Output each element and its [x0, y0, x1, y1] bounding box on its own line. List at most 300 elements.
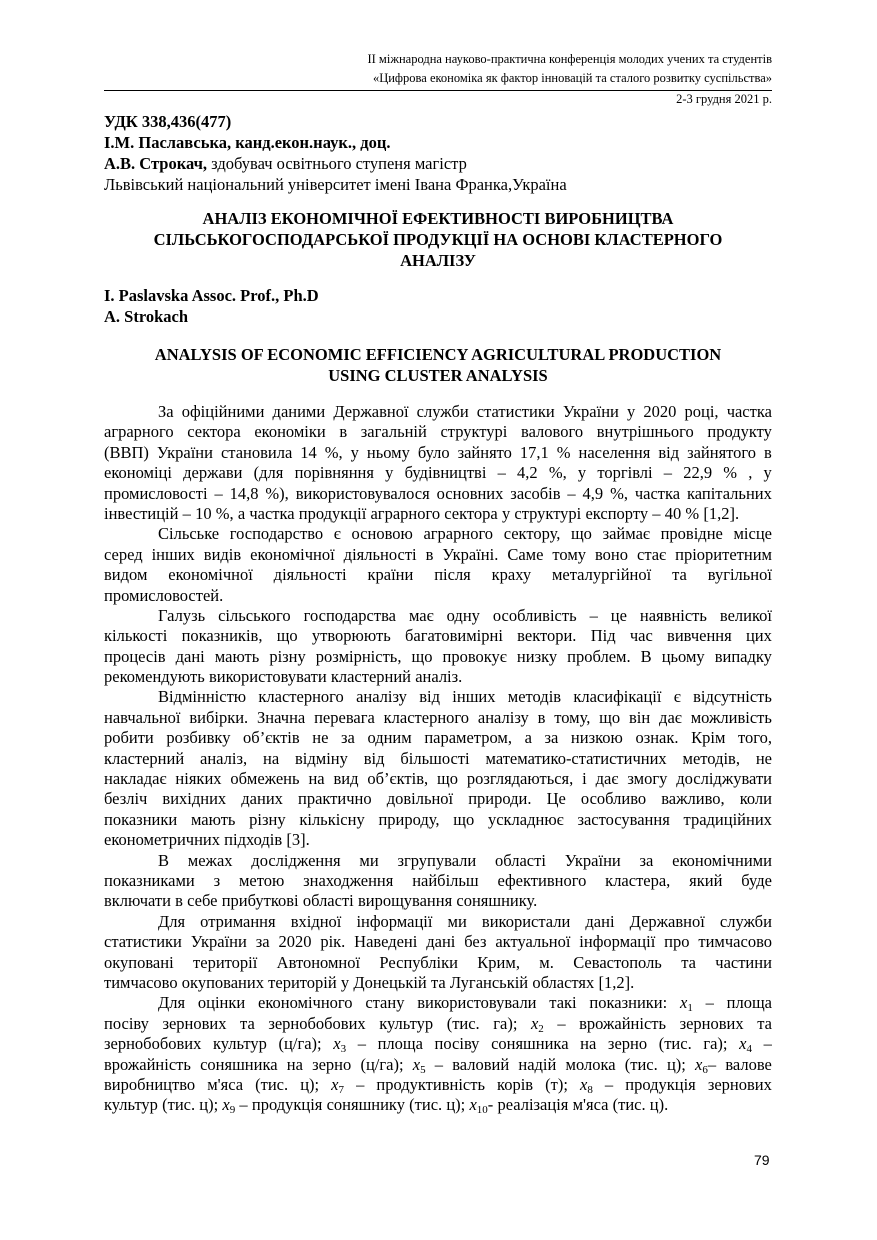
word: 4,2 [517, 463, 538, 483]
page-number: 79 [754, 1152, 770, 1168]
word: (тис. [446, 1013, 480, 1033]
word: Крим, [477, 952, 520, 972]
word: використали [481, 911, 571, 931]
word: а [237, 503, 246, 523]
article-meta [104, 111, 567, 195]
word: культур [212, 1034, 267, 1054]
word: 2020 [643, 402, 677, 421]
word: в [339, 422, 348, 442]
word: випадку [714, 646, 772, 666]
word: посіву [104, 1013, 149, 1033]
word: вивчення [667, 626, 732, 646]
word: використовувалося [295, 483, 430, 503]
word: % [556, 442, 571, 462]
body-line [104, 871, 772, 891]
word: від [419, 687, 440, 707]
word: держави [183, 463, 243, 483]
word: інших [452, 687, 496, 707]
word: продукції [298, 503, 367, 523]
word: змогу [627, 769, 668, 789]
word: 4,9 [582, 483, 604, 503]
word: найбільш [412, 870, 479, 890]
word: видом [104, 565, 148, 585]
word: підходів [224, 830, 283, 850]
word: $x_5$ [412, 1054, 426, 1076]
word: пріоритетним [675, 544, 772, 564]
body-line [104, 1095, 772, 1115]
word: %, [215, 503, 234, 523]
word: інвестицій [104, 503, 179, 523]
word: цих [745, 626, 772, 646]
word: зернових [162, 1013, 227, 1033]
word: показниками [104, 870, 195, 890]
word: економічного [258, 993, 353, 1013]
word: частка [726, 402, 772, 421]
word: цьому [661, 646, 705, 666]
word: ми [447, 911, 467, 931]
word: на [580, 1034, 597, 1054]
word: від [658, 442, 680, 462]
word: частка [249, 503, 295, 523]
body-line [104, 912, 772, 932]
word: Донецькій [353, 972, 427, 992]
word: Крім [691, 728, 726, 748]
body-line [104, 708, 772, 728]
word: м. [539, 952, 554, 972]
word: Севастополь [573, 952, 662, 972]
word: за [341, 728, 355, 748]
word: робити [104, 728, 154, 748]
word: – [356, 1074, 365, 1094]
word: зайнято [457, 442, 512, 462]
word: одним [367, 728, 412, 748]
word: та [430, 972, 446, 992]
word: багатовимірні [404, 626, 503, 646]
body-line [104, 402, 772, 422]
word: промисловості [104, 483, 208, 503]
word: математико-статистичних [485, 748, 667, 768]
word: га); [493, 1013, 518, 1033]
word: корів [497, 1074, 534, 1094]
word: економіки [254, 422, 326, 442]
word: (тис. [255, 1074, 289, 1094]
word: перевага [314, 707, 375, 727]
word: %, [324, 442, 343, 462]
word: 14 [300, 442, 317, 462]
word: в [537, 707, 546, 727]
title-uk-line: АНАЛІЗУ [400, 251, 476, 270]
body-line [104, 565, 772, 585]
body-line [104, 422, 772, 442]
word: більшості [400, 748, 470, 768]
word: – [182, 503, 191, 523]
body-line [104, 749, 772, 769]
word: за [639, 850, 654, 870]
word: який [689, 870, 723, 890]
word: місце [733, 524, 772, 544]
word: Для [158, 993, 186, 1013]
word: Саме [507, 544, 544, 564]
word: соняшнику. [456, 891, 538, 911]
word: економетричних [104, 830, 220, 850]
body-line [104, 1034, 772, 1054]
word: м'яса [207, 1074, 244, 1094]
word: традиційних [683, 809, 772, 829]
word: розмірність, [315, 646, 402, 666]
word: параметром, [424, 728, 512, 748]
word: 17,1 [519, 442, 549, 462]
word: (тис. [409, 1095, 443, 1115]
word: соняшника [200, 1054, 278, 1074]
word: має [408, 605, 434, 625]
word: себе [187, 891, 218, 911]
word: економічними [672, 850, 772, 870]
word: вхідної [290, 911, 342, 931]
author-1: І.М. Паславська, канд.екон.наук., доц. [104, 133, 391, 152]
conference-header [367, 50, 772, 88]
author-2-name: А.В. Строкач, [104, 154, 208, 173]
body-line [104, 810, 772, 830]
word: в [764, 442, 772, 462]
word: (тис. [612, 1095, 646, 1115]
word: в [425, 544, 434, 564]
word: було [417, 442, 450, 462]
word: металургійної [551, 565, 652, 585]
word: України [190, 932, 247, 952]
word: буде [741, 870, 772, 890]
word: кластерний [104, 748, 185, 768]
word: безліч [104, 789, 148, 809]
word: внутрішнього [596, 422, 694, 442]
body-line [104, 687, 772, 707]
word: кластерного [258, 687, 344, 707]
body-line [104, 851, 772, 871]
article-body [104, 402, 772, 1116]
word: області [302, 891, 354, 911]
word: Під [590, 626, 616, 646]
word: $x_{10}-$ [469, 1095, 494, 1117]
body-line [104, 504, 772, 524]
word: видів [203, 544, 242, 564]
word: актуальної [495, 932, 571, 952]
body-line [104, 606, 772, 626]
word: після [434, 565, 471, 585]
word: – [663, 463, 673, 483]
word: %, [548, 463, 567, 483]
word: показники [104, 809, 178, 829]
word: Для [158, 911, 186, 931]
word: дані [175, 646, 205, 666]
word: 40 [664, 503, 682, 523]
word: офіційними [181, 402, 265, 421]
word: тому, [554, 707, 591, 727]
word: України [564, 850, 621, 870]
word: ніяких [175, 769, 222, 789]
word: вирощування [357, 891, 453, 911]
word: [1,2]. [598, 972, 635, 992]
word: вектори. [517, 626, 577, 646]
word: оцінки [197, 993, 246, 1013]
word: території [193, 952, 258, 972]
word: обмежень [230, 769, 300, 789]
word: тимчасово [698, 932, 772, 952]
word: частини [715, 952, 772, 972]
body-line [104, 443, 772, 463]
word: тимчасово [104, 972, 178, 992]
word: $x_2$ [530, 1013, 544, 1035]
word: – [567, 483, 576, 503]
word: аналіз, [200, 748, 248, 768]
word: %), [265, 483, 289, 503]
word: валового [521, 422, 584, 442]
word: відміну [295, 748, 348, 768]
word: ц); [666, 1054, 686, 1074]
word: коли [739, 789, 772, 809]
word: займає [602, 524, 650, 544]
word: та [681, 952, 696, 972]
word: населення [578, 442, 651, 462]
word: стає [637, 544, 667, 564]
word: структурі [440, 422, 508, 442]
word: класифікації [573, 687, 662, 707]
word: В [158, 850, 170, 870]
word: статистики [476, 402, 555, 421]
word: без [464, 932, 487, 952]
body-line [104, 891, 772, 911]
authors-english [104, 285, 319, 327]
word: Україні. [442, 544, 499, 564]
word: методів [507, 687, 562, 707]
word: утворюють [311, 626, 391, 646]
word: тому [552, 544, 587, 564]
word: це [610, 605, 627, 625]
word: становила [220, 442, 293, 462]
body-line [104, 728, 772, 748]
word: господарства [303, 605, 396, 625]
word: вихідних [162, 789, 227, 809]
word: окупованих [181, 972, 264, 992]
word: експорту [585, 503, 649, 523]
word: Автономної [276, 952, 361, 972]
word: низку [516, 646, 558, 666]
word: $x_1$ [679, 993, 693, 1015]
word: статистики [104, 932, 182, 952]
body-line [104, 993, 772, 1013]
word: Державної [629, 911, 705, 931]
word: практично [297, 789, 372, 809]
word: він [628, 707, 651, 727]
body-line [104, 1055, 772, 1075]
body-line [104, 463, 772, 483]
word: дає [659, 707, 682, 727]
word: Державної [333, 402, 409, 421]
body-line [104, 1075, 772, 1095]
word: за [255, 932, 270, 952]
word: окуповані [104, 952, 174, 972]
word: розбивку [166, 728, 231, 748]
word: посіву [434, 1034, 480, 1054]
word: процесів [104, 646, 166, 666]
word: дає [595, 769, 619, 789]
body-line [104, 586, 772, 606]
word: $x_7$ [331, 1074, 344, 1096]
word: того, [738, 728, 772, 748]
word: особливо [580, 789, 647, 809]
word: продукція [251, 1095, 323, 1115]
word: $x_4$ [739, 1034, 752, 1056]
word: Значна [257, 707, 306, 727]
word: – [705, 993, 714, 1013]
word: у [577, 463, 587, 483]
word: різну [269, 646, 306, 666]
word: ц); [300, 1074, 320, 1094]
word: економіці [104, 463, 172, 483]
word: інших [151, 544, 195, 564]
word: площа [377, 1034, 423, 1054]
word: на [262, 748, 280, 768]
word: навчальної [104, 707, 181, 727]
title-uk-line: АНАЛІЗ ЕКОНОМІЧНОЇ ЕФЕКТИВНОСТІ ВИРОБНИЦТВА [202, 209, 674, 228]
word: накладає [104, 769, 167, 789]
word: кількості [104, 626, 168, 646]
word: (тис. [162, 1095, 196, 1115]
word: – [214, 483, 223, 503]
word: – [497, 463, 506, 483]
word: довільної [386, 789, 454, 809]
word: низкою [570, 728, 623, 748]
body-line [104, 830, 772, 850]
word: аналіз. [415, 667, 463, 687]
word: (тис. [624, 1054, 658, 1074]
word: (ц/га); [360, 1054, 404, 1074]
word: 14,8 [229, 483, 259, 503]
word: $x_9$ [222, 1095, 236, 1117]
word: році, [684, 402, 719, 421]
title-en-line: ANALYSIS OF ECONOMIC EFFICIENCY AGRICULTURAL PRODUCTION [154, 345, 722, 364]
word: застосування [577, 809, 670, 829]
word: у [350, 442, 359, 462]
word: наявність [639, 605, 707, 625]
word: згрупували [397, 850, 477, 870]
word: продукція [625, 1074, 696, 1094]
word: методів, [682, 748, 740, 768]
word: надій [518, 1054, 557, 1074]
word: що [437, 769, 458, 789]
word: особливість [492, 605, 577, 625]
word: (для [253, 463, 284, 483]
header-line-2: «Цифрова економіка як фактор інновацій та сталого розвитку суспільства» [372, 71, 772, 85]
word: та [757, 1013, 772, 1033]
word: отримання [200, 911, 276, 931]
word: використовувати [208, 667, 327, 687]
body-line [104, 545, 772, 565]
word: Сільське [158, 524, 220, 544]
word: країни [367, 565, 414, 585]
word: та [240, 1013, 255, 1033]
word: (ВВП) [104, 442, 149, 462]
word: промисловостей. [104, 585, 224, 605]
word: територій [268, 972, 337, 992]
word: провокує [442, 646, 507, 666]
word: – [604, 1074, 614, 1094]
word: воно [595, 544, 629, 564]
word: частка [634, 483, 681, 503]
title-en-line: USING CLUSTER ANALYSIS [328, 366, 548, 385]
word: сектора [444, 503, 498, 523]
word: основних [436, 483, 504, 503]
word: валовий [452, 1054, 510, 1074]
word: виробництво [104, 1074, 196, 1094]
word: рекомендують [104, 667, 205, 687]
word: що [453, 809, 475, 829]
word: а [524, 728, 532, 748]
word: – [652, 503, 661, 523]
body-line [104, 647, 772, 667]
word: великої [719, 605, 772, 625]
word: продуктивність [376, 1074, 485, 1094]
word: межах [187, 850, 233, 870]
word: що [276, 626, 298, 646]
word: дані [426, 932, 456, 952]
word: на [286, 1054, 303, 1074]
word: [1,2]. [703, 503, 740, 523]
word: прибуткові [221, 891, 299, 911]
word: зерно [312, 1054, 352, 1074]
author-en-1: I. Paslavska Assoc. Prof., Ph.D [104, 286, 319, 305]
word: – [763, 1034, 772, 1054]
word: у [627, 402, 636, 421]
word: культур [379, 1013, 434, 1033]
word: сільського [218, 605, 291, 625]
word: – [239, 1095, 248, 1115]
word: (т); [545, 1074, 568, 1094]
body-line [104, 789, 772, 809]
word: 2020 [278, 932, 312, 952]
word: економічної [168, 565, 253, 585]
word: служби [719, 911, 772, 931]
body-line [104, 524, 772, 544]
word: Це [546, 789, 566, 809]
body-line [104, 626, 772, 646]
word: метою [238, 870, 285, 890]
word: діяльності [273, 565, 347, 585]
word: ньому [366, 442, 410, 462]
word: Республіки [379, 952, 458, 972]
word: об’єктів, [367, 769, 429, 789]
word: у [340, 972, 350, 992]
word: Наведені [354, 932, 418, 952]
word: структурі [514, 503, 582, 523]
word: % [685, 503, 700, 523]
word: області [495, 850, 546, 870]
word: – [434, 1054, 443, 1074]
title-english [104, 344, 772, 386]
word: га); [703, 1034, 728, 1054]
word: діяльності [343, 544, 417, 564]
word: України [156, 442, 213, 462]
word: – [589, 605, 598, 625]
author-2 [104, 153, 567, 174]
word: господарство [229, 524, 324, 544]
word: України [562, 402, 619, 421]
word: За [158, 402, 174, 421]
word: економічної [250, 544, 335, 564]
word: показників, [181, 626, 263, 646]
word: порівняння [294, 463, 374, 483]
word: що [411, 646, 433, 666]
word: важливо, [661, 789, 725, 809]
udk-code: УДК 338,436(477) [104, 112, 232, 131]
